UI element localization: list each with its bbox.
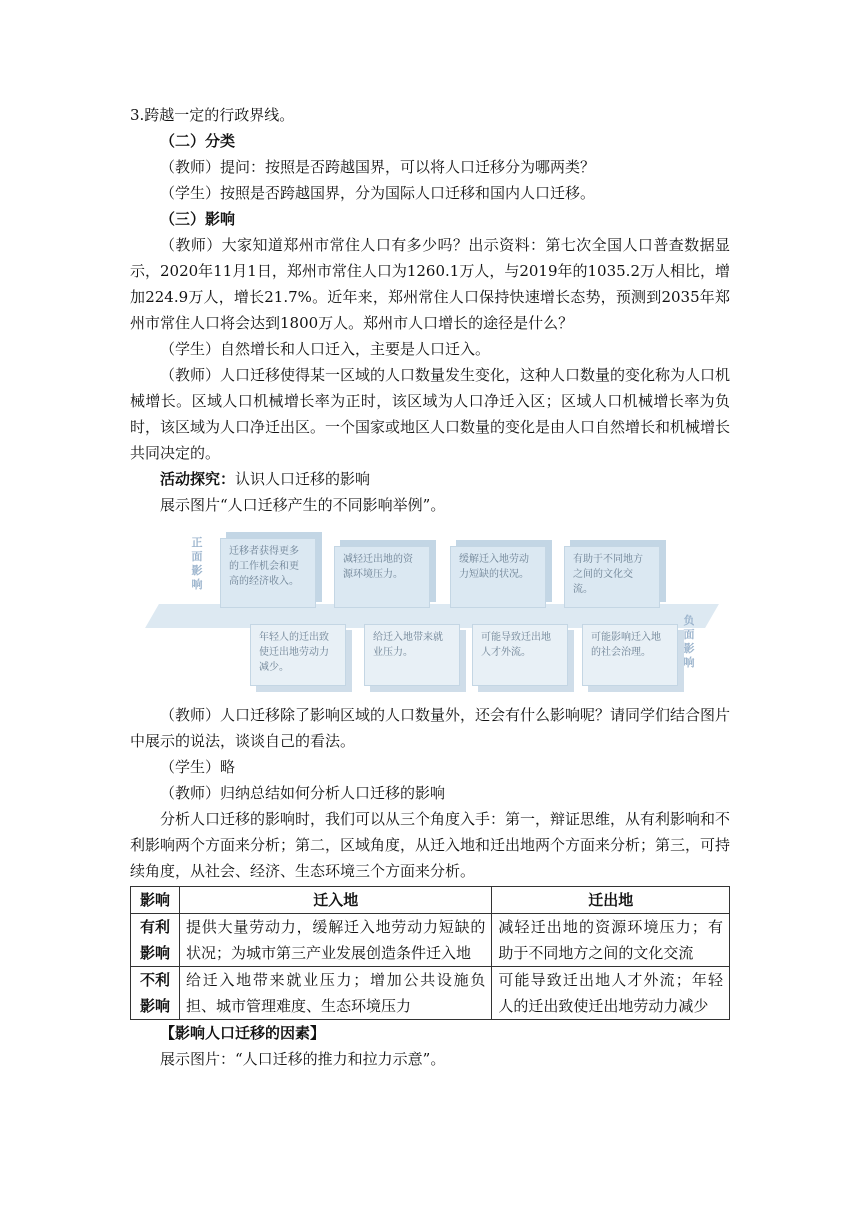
section-heading: 【影响人口迁移的因素】 <box>160 1024 326 1042</box>
paragraph: 分析人口迁移的影响时，我们可以从三个角度入手：第一，辩证思维，从有利影响和不利影响两个方面来分析；第二，区域角度，从迁入地和迁出地两个方面来分析；第三，可持续角度，从社会、经济、生态环境三个方面来分析。 <box>130 810 731 880</box>
positive-impact-box: 有助于不同地方之间的文化交流。 <box>564 546 660 608</box>
table-row <box>131 914 730 967</box>
paragraph: （教师）人口迁移使得某一区域的人口数量发生变化，这种人口数量的变化称为人口机械增长。区域人口机械增长率为正时，该区域为人口净迁入区；区域人口机械增长率为负时，该区域为人口净迁出区。一个国家或地区人口数量的变化是由人口自然增长和机械增长共同决定的。 <box>130 366 731 462</box>
table-header-row <box>131 887 730 914</box>
negative-impact-box: 给迁入地带来就业压力。 <box>364 624 460 686</box>
positive-impact-label: 正面影响 <box>191 536 203 591</box>
row-label: 有利影响 <box>131 914 180 967</box>
document-page <box>130 102 730 1072</box>
paragraph: （学生）自然增长和人口迁入，主要是人口迁入。 <box>160 340 491 358</box>
paragraph: （学生）略 <box>160 758 236 776</box>
impact-table <box>130 886 730 1020</box>
table-row <box>131 967 730 1020</box>
paragraph: 3.跨越一定的行政界线。 <box>130 106 295 124</box>
show-figure-line: 展示图片“人口迁移产生的不同影响举例”。 <box>160 496 446 514</box>
paragraph: （教师）提问：按照是否跨越国界，可以将人口迁移分为哪两类？ <box>160 158 596 176</box>
paragraph: （三）影响 <box>160 210 236 228</box>
negative-impact-box: 可能导致迁出地人才外流。 <box>472 624 568 686</box>
negative-impact-box: 年轻人的迁出致使迁出地劳动力减少。 <box>250 624 346 686</box>
negative-impact-box: 可能影响迁入地的社会治理。 <box>582 624 678 686</box>
negative-impact-label: 负面影响 <box>683 614 695 669</box>
paragraph: （教师）归纳总结如何分析人口迁移的影响 <box>160 784 446 802</box>
middle-paragraphs <box>130 702 730 884</box>
positive-impact-box: 减轻迁出地的资源环境压力。 <box>334 546 430 608</box>
cell-in: 提供大量劳动力，缓解迁入地劳动力短缺的状况；为城市第三产业发展创造条件迁入地 <box>180 914 492 967</box>
cell-in: 给迁入地带来就业压力；增加公共设施负担、城市管理难度、生态环境压力 <box>180 967 492 1020</box>
impact-figure <box>152 532 712 692</box>
table-header-impact: 影响 <box>131 887 180 914</box>
last-line: 展示图片：“人口迁移的推力和拉力示意”。 <box>160 1050 446 1068</box>
table-header-out: 迁出地 <box>492 887 730 914</box>
activity-line <box>130 466 730 492</box>
activity-label: 活动探究： <box>160 470 236 488</box>
top-paragraphs <box>130 102 730 466</box>
paragraph: （学生）按照是否跨越国界，分为国际人口迁移和国内人口迁移。 <box>160 184 596 202</box>
paragraph: （教师）大家知道郑州市常住人口有多少吗？出示资料：第七次全国人口普查数据显示，2020年11月1日，郑州市常住人口为1260.1万人，与2019年的1035.2万人相比，增加224.9万人，增长21.7%。近年来，郑州常住人口保持快速增长态势，预测到2035年郑州市常住人口将会达到1800万人。郑州市人口增长的途径是什么？ <box>130 236 730 332</box>
positive-impact-box: 缓解迁入地劳动力短缺的状况。 <box>450 546 546 608</box>
paragraph: （教师）人口迁移除了影响区域的人口数量外，还会有什么影响呢？请同学们结合图片中展示的说法，谈谈自己的看法。 <box>130 706 731 750</box>
paragraph: （二）分类 <box>160 132 236 150</box>
cell-out: 减轻迁出地的资源环境压力；有助于不同地方之间的文化交流 <box>492 914 730 967</box>
activity-text: 认识人口迁移的影响 <box>235 470 371 488</box>
row-label: 不利影响 <box>131 967 180 1020</box>
table-header-in: 迁入地 <box>180 887 492 914</box>
positive-impact-box: 迁移者获得更多的工作机会和更高的经济收入。 <box>220 538 316 608</box>
cell-out: 可能导致迁出地人才外流；年轻人的迁出致使迁出地劳动力减少 <box>492 967 730 1020</box>
